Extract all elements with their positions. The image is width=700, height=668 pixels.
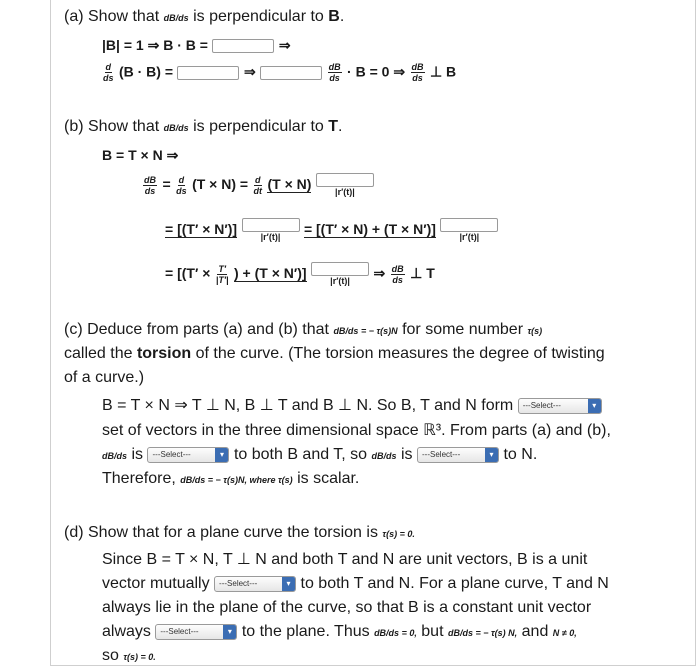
part-c-para2: set of vectors in the three dimensional space ℝ³. From parts (a) and (b), <box>102 422 611 439</box>
answer-box-b3[interactable] <box>440 218 498 232</box>
part-d-line1: (d) Show that for a plane curve the torsion is τ(s) = 0. <box>64 524 415 541</box>
part-d-line6: so τ(s) = 0. <box>102 647 156 664</box>
part-d-line2: Since B = T × N, T ⊥ N and both T and N are unit vectors, B is a unit <box>102 551 588 568</box>
part-b-line3: = [(T′ × N′)] |r′(t)| = [(T′ × N) + (T × N′)] |r′(t)| <box>165 218 498 242</box>
answer-box-a2[interactable] <box>177 66 239 80</box>
part-b-line4: = [(T′ × $\frac{T'}{|T'|}$ ) + (T × N′)] |r′(t)| ⇒ $\frac{dB}{ds}$ ⊥ T <box>165 263 435 286</box>
select-d2[interactable]: ---Select--- ▾ <box>155 624 237 640</box>
part-d-line4: always lie in the plane of the curve, so that B is a constant unit vector <box>102 599 592 616</box>
select-d1[interactable]: ---Select--- ▾ <box>214 576 296 592</box>
part-d-line5: always ---Select--- ▾ to the plane. Thus dB/ds = 0, but dB/ds = − τ(s) N, and N ≠ 0, <box>102 623 577 640</box>
part-c-para3: dB/ds is ---Select--- ▾ to both B and T, so dB/ds is ---Select--- ▾ to N. <box>102 446 538 463</box>
chevron-down-icon: ▾ <box>223 625 236 639</box>
select-c3[interactable]: ---Select--- ▾ <box>417 447 499 463</box>
select-c2[interactable]: ---Select--- ▾ <box>147 447 229 463</box>
part-a-line1: |B| = 1 ⇒ B · B = ⇒ <box>102 37 291 53</box>
part-a-heading: (a) Show that dB/ds is perpendicular to B. <box>64 8 345 25</box>
part-b-line1: B = T × N ⇒ <box>102 147 179 163</box>
answer-box-a3[interactable] <box>260 66 322 80</box>
part-c-line2: called the torsion of the curve. (The torsion measures the degree of twisting <box>64 345 605 362</box>
chevron-down-icon: ▾ <box>588 399 601 413</box>
part-c-line1: (c) Deduce from parts (a) and (b) that dB/ds = − τ(s)N for some number τ(s) <box>64 321 543 338</box>
part-c-para4: Therefore, dB/ds = − τ(s)N, where τ(s) is scalar. <box>102 470 360 487</box>
answer-box-b2[interactable] <box>242 218 300 232</box>
part-b-line2: $\frac{dB}{ds}$ = $\frac{d}{ds}$ (T × N) = $\frac{d}{dt}$ (T × N) |r′(t)| <box>142 173 374 197</box>
part-d-line3: vector mutually ---Select--- ▾ to both T and N. For a plane curve, T and N <box>102 575 609 592</box>
answer-box-b1[interactable] <box>316 173 374 187</box>
chevron-down-icon: ▾ <box>282 577 295 591</box>
part-b-heading: (b) Show that dB/ds is perpendicular to T. <box>64 118 343 135</box>
chevron-down-icon: ▾ <box>485 448 498 462</box>
select-c1[interactable]: ---Select--- ▾ <box>518 398 602 414</box>
part-c-para1: B = T × N ⇒ T ⊥ N, B ⊥ T and B ⊥ N. So B, T and N form ---Select--- ▾ <box>102 396 602 416</box>
chevron-down-icon: ▾ <box>215 448 228 462</box>
part-c-line3: of a curve.) <box>64 369 145 386</box>
answer-box-b4[interactable] <box>311 262 369 276</box>
answer-box-a1[interactable] <box>212 39 274 53</box>
part-a-line2: $\frac{d}{ds}$ (B · B) = ⇒ $\frac{dB}{ds}$ · B = 0 ⇒ $\frac{dB}{ds}$ ⊥ B <box>103 62 457 83</box>
